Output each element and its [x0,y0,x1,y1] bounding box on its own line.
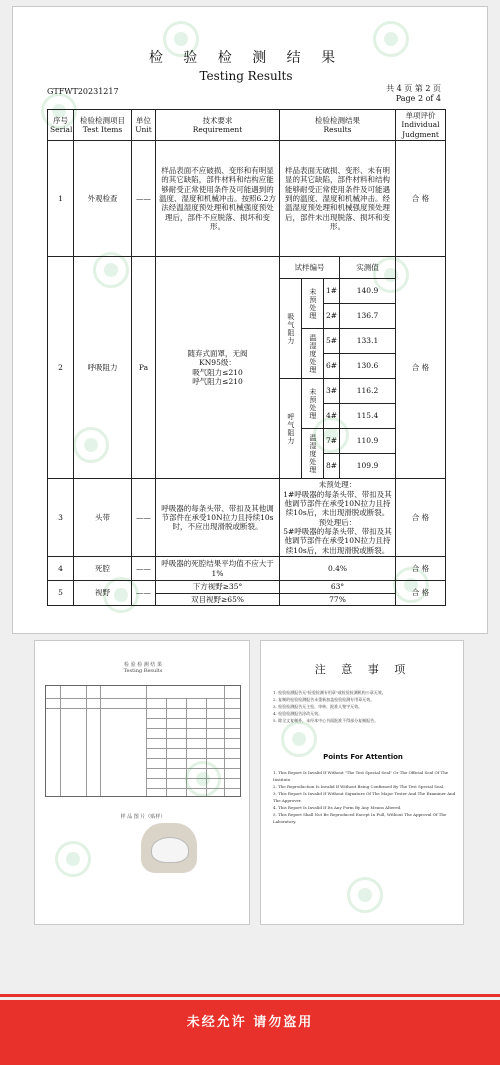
header-items: 检验检测项目 Test Items [74,110,132,141]
row-unit: Pa [132,257,156,479]
treated-label: 温湿度处理 [302,429,324,479]
row-judgment: 合 格 [396,141,446,257]
page-indicator-en: Page 2 of 4 [395,94,441,103]
row-item: 呼吸阻力 [74,257,132,479]
row-requirement: 随弃式面罩，无阀 KN95级： 吸气阻力≤210 呼气阻力≤210 [156,257,280,479]
notice-title: 注 意 事 项 [314,663,412,676]
notice-cn-item: 5. 除全文复制外，未经本中心书面批准不得部分复制报告。 [273,718,379,723]
report-page-thumbnail-notice [260,640,464,925]
notice-cn-item: 3. 检验检测报告无主检、审核、批准人签字无效。 [273,704,363,709]
report-meta [47,83,445,109]
notice-en-title: Points For Attention [323,753,403,761]
notice-en-item: 2. The Reproduction Is Invalid If Without Being Confirmed By The Test Special Seal. [273,784,445,789]
row-judgment: 合 格 [396,581,446,606]
report-content [47,21,445,606]
watermark-logo [185,761,221,797]
table-row [48,581,446,593]
notice-cn-item: 2. 复制的检验检测报告未重新加盖检验检测专用章无效。 [273,697,375,702]
report-title-cn: 检 验 检 测 结 果 [148,50,344,66]
table-row [48,257,446,279]
header-unit: 单位 Unit [132,110,156,141]
inhale-label: 吸气阻力 [280,279,302,379]
notice-en-item: 4. This Report Is Invalid If Its Any Form By Any Means Altered. [273,805,402,810]
thumb-a-title: 检 验 检 测 结 果 [124,662,162,668]
watermark-logo [347,877,383,913]
row-requirement: 样品表面不应破损、变形和有明显的其它缺陷，部件材料和结构应能够耐受正常使用条件及可能遇到的温度、湿度和机械冲击。按照6.2方法经温湿度预处理和机械强度预处理后，部件不应脱落、损坏和变形。 [156,141,280,257]
sample-id: 6# [324,354,340,379]
table-row [48,557,446,581]
sample-value: 109.9 [340,454,396,479]
footer-divider [0,994,500,997]
sample-value: 116.2 [340,379,396,404]
notice-en-list [273,769,459,825]
row-judgment: 合 格 [396,257,446,479]
table-row [48,141,446,257]
report-number: GTFWT20231217 [47,87,119,96]
report-page-thumbnail-results [34,640,250,925]
header-serial: 序号 Serial [48,110,74,141]
row-unit: —— [132,557,156,581]
row-serial: 5 [48,581,74,606]
report-title-en: Testing Results [199,69,293,83]
page-indicator-cn: 共 4 页 第 2 页 [386,84,441,93]
sample-value: 136.7 [340,304,396,329]
notice-cn-item: 1. 检验检测报告无"检验检测专用章"或检验检测机构公章无效。 [273,690,386,695]
sample-id: 4# [324,404,340,429]
row-item: 头带 [74,479,132,557]
resistance-value-header: 实测值 [340,257,396,279]
sample-mask-photo [141,823,197,873]
row-serial: 2 [48,257,74,479]
untreated-label: 未预处理 [302,379,324,429]
row-result-binocular: 77% [280,593,396,605]
sample-value: 140.9 [340,279,396,304]
notice-cn-item: 4. 检验检测报告涂改无效。 [273,711,323,716]
resistance-sample-header: 试样编号 [280,257,340,279]
footer-banner [0,1000,500,1065]
row-serial: 4 [48,557,74,581]
row-requirement: 呼吸器的死腔结果平均值不应大于1% [156,557,280,581]
sample-id: 1# [324,279,340,304]
untreated-label: 未预处理 [302,279,324,329]
footer-banner-text: 未经允许 请勿盗用 [186,1015,314,1030]
row-serial: 1 [48,141,74,257]
row-unit: —— [132,479,156,557]
row-result-lower: 63° [280,581,396,593]
notice-en-item: 1. This Report Is Invalid If Without "The Test Special Seal" Or The Official Seal Of The Institute. [273,770,449,782]
results-table [47,109,446,606]
row-unit: —— [132,581,156,606]
header-judgment: 单项评价 Individual Judgment [396,110,446,141]
row-judgment: 合 格 [396,557,446,581]
row-requirement-binocular: 双目视野≥65% [156,593,280,605]
header-results: 检验检测结果 Results [280,110,396,141]
watermark-logo [281,721,317,757]
table-row [48,479,446,557]
sample-value: 130.6 [340,354,396,379]
thumb-a-subtitle: Testing Results [123,668,163,674]
sample-id: 5# [324,329,340,354]
row-item: 视野 [74,581,132,606]
header-requirement: 技术要求 Requirement [156,110,280,141]
treated-label: 温湿度处理 [302,329,324,379]
row-requirement-lower: 下方视野≥35° [156,581,280,593]
row-requirement: 呼吸器的每条头带、带扣及其他调节部件在承受10N拉力且持续10s时，不应出现滑脱或断裂。 [156,479,280,557]
sample-value: 110.9 [340,429,396,454]
notice-en-item: 5. This Report Shall Not Be Reproduced Except In Full, Without The Approval Of The Laboratory. [273,812,447,824]
report-page-main [12,6,488,634]
sample-id: 8# [324,454,340,479]
exhale-label: 呼气阻力 [280,379,302,479]
table-header-row [48,110,446,141]
row-result: 0.4% [280,557,396,581]
sample-id: 3# [324,379,340,404]
sample-value: 115.4 [340,404,396,429]
sample-value: 133.1 [340,329,396,354]
row-result: 未预处理： 1#呼吸器的每条头带、带扣及其他调节部件在承受10N拉力且持续10s后，未出现滑脱或断裂。 预处理后： 5#呼吸器的每条头带、带扣及其他调节部件在承受10N拉力且持续10s后，未出现滑脱或断裂。 [280,479,396,557]
sample-id: 7# [324,429,340,454]
notice-cn-list [273,689,459,724]
row-item: 外观检查 [74,141,132,257]
row-judgment: 合 格 [396,479,446,557]
row-result: 样品表面无破损、变形、未有明显的其它缺陷，部件材料和结构能够耐受正常使用条件及可能遇到的温度、湿度和机械冲击。经温湿度预处理和机械强度预处理后，部件未出现脱落、损坏和变形。 [280,141,396,257]
notice-en-item: 3. This Report Is Invalid If Without Signature Of The Major Tester And The Examiner And The Approver. [273,791,456,803]
thumb-a-photo-caption: 样 品 图 片（贴样） [120,814,166,820]
row-serial: 3 [48,479,74,557]
row-unit: —— [132,141,156,257]
sample-id: 2# [324,304,340,329]
watermark-logo [55,841,91,877]
row-item: 死腔 [74,557,132,581]
